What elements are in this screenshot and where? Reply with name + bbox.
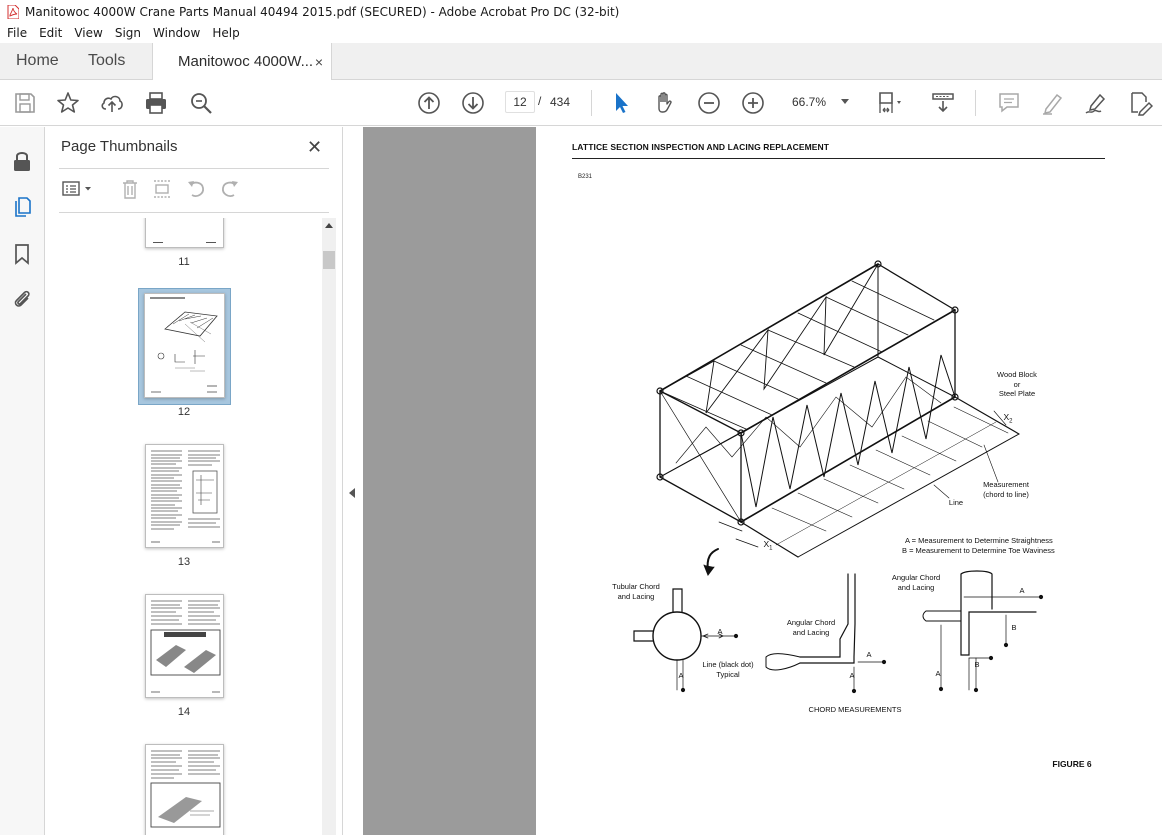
page-number-input[interactable]: 12 (505, 91, 535, 113)
sign-pen-icon[interactable] (1083, 90, 1109, 116)
title-bar (0, 0, 1162, 23)
document-view[interactable] (363, 127, 1162, 835)
dim-a: A (935, 669, 941, 678)
zoom-level-dropdown[interactable] (785, 91, 855, 113)
lattice-section-drawing (536, 127, 1162, 835)
label-measurement: Measurement (chord to line) (983, 480, 1029, 499)
left-navigation-rail (0, 127, 45, 835)
comment-icon[interactable] (996, 90, 1022, 116)
page-down-icon[interactable] (460, 90, 486, 116)
dim-b: B (1011, 623, 1017, 632)
acrobat-app-icon (7, 5, 19, 19)
panel-divider (59, 168, 329, 169)
page-thumbnails-icon[interactable] (10, 195, 34, 219)
menu-sign[interactable]: Sign (114, 26, 142, 40)
thumbnail-page-13[interactable] (145, 444, 224, 548)
figure-code: B231 (578, 174, 593, 180)
thumbnail-list (59, 218, 321, 835)
label-line-black-dot: Line (black dot) Typical (702, 660, 754, 679)
dim-a: A (849, 671, 855, 680)
thumbnail-label: 13 (177, 556, 191, 568)
thumbnail-page-15[interactable] (145, 744, 224, 835)
menu-view[interactable]: View (74, 26, 103, 40)
thumbnail-page-11[interactable] (145, 218, 224, 248)
menu-help[interactable]: Help (212, 26, 240, 40)
more-tools-icon[interactable] (1127, 90, 1153, 116)
scroll-up-arrow-icon[interactable] (325, 223, 333, 228)
dim-a: A (678, 671, 684, 680)
tab-document-label: Manitowoc 4000W... (178, 53, 314, 70)
zoom-in-icon[interactable] (740, 90, 766, 116)
page-thumbnails-panel (45, 127, 343, 835)
panel-title: Page Thumbnails (61, 138, 178, 155)
page-separator: / (538, 94, 542, 108)
scrollbar-handle[interactable] (323, 251, 335, 269)
thumbnail-page-12[interactable] (144, 293, 225, 398)
tab-document[interactable] (152, 43, 332, 80)
label-wood-block: Wood Block or Steel Plate (997, 370, 1037, 398)
collapse-panel-arrow-icon[interactable] (349, 488, 355, 498)
figure-label: FIGURE 6 (1052, 759, 1092, 769)
highlight-pen-icon[interactable] (1040, 90, 1066, 116)
tab-close-icon[interactable]: × (314, 54, 323, 70)
save-icon[interactable] (12, 90, 38, 116)
tab-bar (0, 43, 1162, 80)
zoom-level-value: 66.7% (792, 95, 827, 109)
menu-edit[interactable]: Edit (39, 26, 63, 40)
pdf-page (536, 127, 1162, 835)
dim-b: B (974, 660, 980, 669)
menu-file[interactable]: File (7, 26, 28, 40)
label-angular-chord-2: Angular Chord and Lacing (891, 573, 941, 592)
toolbar-divider (975, 90, 976, 116)
thumbnail-options-icon[interactable] (61, 178, 95, 200)
label-tubular-chord: Tubular Chord and Lacing (612, 582, 660, 601)
dim-a: A (1019, 586, 1025, 595)
thumbnail-scrollbar[interactable] (322, 218, 336, 835)
fit-page-icon[interactable] (876, 90, 902, 116)
panel-collapse-gutter (343, 127, 363, 835)
thumbnail-label: 12 (177, 406, 191, 418)
page-heading: LATTICE SECTION INSPECTION AND LACING REPLACEMENT (572, 142, 830, 152)
thumbnail-label: 11 (178, 256, 190, 268)
scroll-mode-icon[interactable] (930, 90, 956, 116)
thumbnail-label: 14 (177, 706, 191, 718)
extract-page-icon[interactable] (151, 178, 173, 200)
print-icon[interactable] (143, 90, 169, 116)
window-title: Manitowoc 4000W Crane Parts Manual 40494 2015.pdf (SECURED) - Adobe Acrobat Pro DC (32-bit) (25, 4, 620, 19)
delete-page-icon[interactable] (119, 178, 141, 200)
rotate-left-icon[interactable] (185, 178, 207, 200)
label-line: Line (948, 498, 964, 507)
page-up-icon[interactable] (416, 90, 442, 116)
attachment-icon[interactable] (10, 287, 34, 311)
dim-a: A (717, 627, 723, 636)
zoom-search-icon[interactable] (188, 90, 214, 116)
chevron-down-icon (841, 99, 849, 104)
tab-home[interactable]: Home (16, 52, 59, 69)
label-chord-measurements: CHORD MEASUREMENTS (808, 705, 902, 714)
tab-tools[interactable]: Tools (88, 52, 126, 69)
rotate-right-icon[interactable] (219, 178, 241, 200)
thumbnail-toolbar (59, 175, 329, 205)
label-angular-chord-1: Angular Chord and Lacing (786, 618, 836, 637)
menu-bar (0, 23, 1162, 43)
dim-a: A (866, 650, 872, 659)
upload-cloud-icon[interactable] (99, 90, 125, 116)
legend-a: A = Measurement to Determine Straightness (905, 536, 1053, 545)
menu-window[interactable]: Window (153, 26, 201, 40)
close-icon[interactable]: ✕ (307, 137, 323, 157)
bookmark-icon[interactable] (10, 242, 34, 266)
thumbnail-page-14[interactable] (145, 594, 224, 698)
select-arrow-icon[interactable] (608, 90, 634, 116)
toolbar (0, 80, 1162, 126)
page-total: 434 (550, 95, 571, 109)
lock-icon[interactable] (10, 149, 34, 173)
zoom-out-icon[interactable] (696, 90, 722, 116)
toolbar-divider (591, 90, 592, 116)
hand-pan-icon[interactable] (652, 90, 678, 116)
legend-b: B = Measurement to Determine Toe Waviness (902, 546, 1055, 555)
label-x2: $X_2$ (1003, 412, 1013, 425)
bookmark-star-icon[interactable] (55, 90, 81, 116)
panel-divider (59, 212, 329, 213)
label-x1: $X_1$ (763, 539, 773, 552)
